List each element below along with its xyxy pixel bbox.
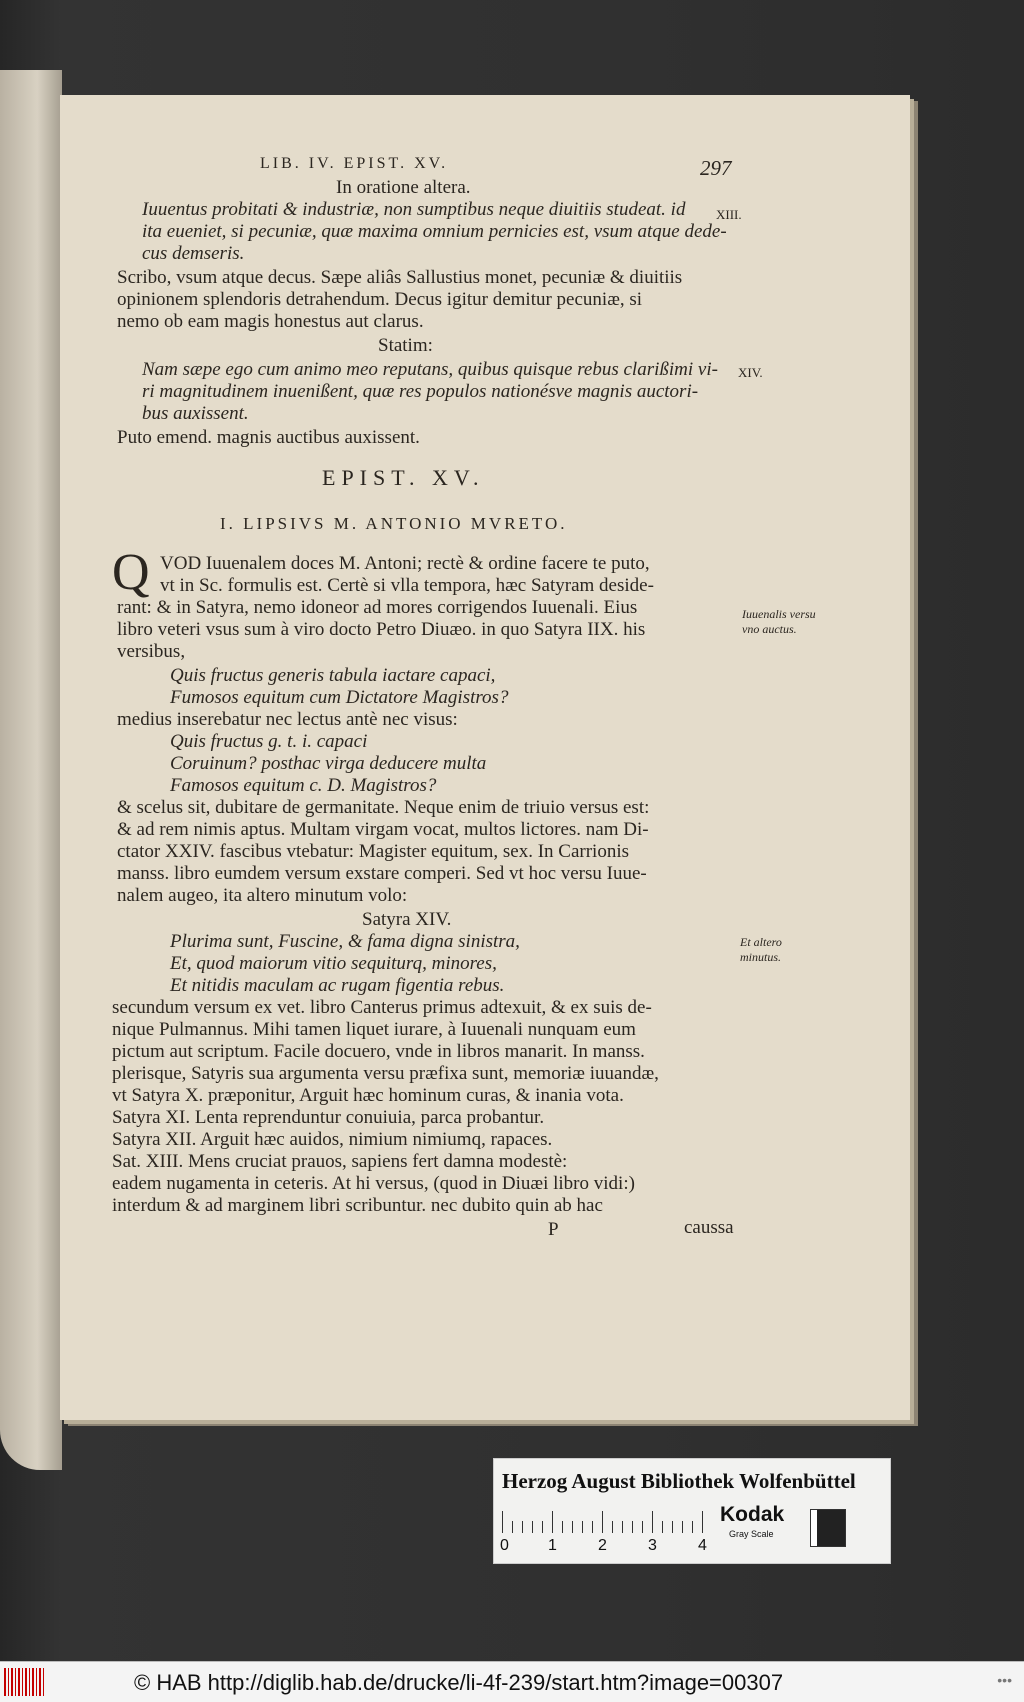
text-line: rant: & in Satyra, nemo idoneor ad mores corrigendos Iuuenali. Eius — [117, 597, 638, 618]
scale-numbers — [502, 1537, 752, 1557]
text-line: vt Satyra X. præponitur, Arguit hæc hominum curas, & inania vota. — [112, 1085, 624, 1106]
scale-number: 0 — [500, 1537, 509, 1554]
margin-note: XIII. — [716, 207, 742, 222]
verse-line: Plurima sunt, Fuscine, & fama digna sinistra, — [170, 931, 520, 952]
text-line: versibus, — [117, 641, 186, 662]
text-line: Puto emend. magnis auctibus auxissent. — [117, 427, 420, 448]
verse-line: Et nitidis maculam ac rugam figentia rebus. — [170, 975, 505, 996]
margin-note: Et altero minutus. — [740, 935, 782, 964]
text-line: vt in Sc. formulis est. Certè si vlla tempora, hæc Satyram deside- — [160, 575, 654, 596]
drop-capital: Q — [112, 544, 150, 601]
verse-line: Et, quod maiorum vitio sequiturq, minores, — [170, 953, 497, 974]
page-text — [60, 95, 910, 1420]
verse-line: Coruinum? posthac virga deducere multa — [170, 753, 487, 774]
text-line: Satyra XI. Lenta reprenduntur conuiuia, parca probantur. — [112, 1107, 545, 1128]
verse-line: Fumosos equitum cum Dictatore Magistros? — [170, 687, 509, 708]
copyright-url[interactable]: © HAB http://diglib.hab.de/drucke/li-4f-239/start.htm?image=00307 — [134, 1670, 784, 1695]
text-line: plerisque, Satyris sua argumenta versu præfixa sunt, memoriæ iuuandæ, — [112, 1063, 659, 1084]
text-line: Sat. XIII. Mens cruciat prauos, sapiens fert damna modestè: — [112, 1151, 568, 1172]
text-line: Scribo, vsum atque decus. Sæpe aliâs Sallustius monet, pecuniæ & diuitiis — [117, 267, 683, 288]
gray-scale-label: Gray Scale — [729, 1529, 774, 1539]
text-line: VOD Iuuenalem doces M. Antoni; rectè & ordine facere te puto, — [160, 553, 650, 574]
scale-number: 1 — [548, 1537, 557, 1554]
library-name: Herzog August Bibliothek Wolfenbüttel — [502, 1469, 856, 1493]
margin-note: XIV. — [738, 365, 763, 380]
viewer-footer — [0, 1661, 1024, 1702]
text-line: ctator XXIV. fascibus vtebatur: Magister equitum, sex. In Carrionis — [117, 841, 630, 862]
text-line: Satyra XIV. — [362, 909, 452, 930]
text-line: medius inserebatur nec lectus antè nec visus: — [117, 709, 458, 730]
kodak-logo: Kodak — [720, 1503, 785, 1526]
text-line: ri magnitudinem inuenißent, quæ res populos nationésve magnis auctori- — [142, 381, 699, 402]
archive-label — [493, 1458, 891, 1564]
running-header: LIB. IV. EPIST. XV. — [260, 155, 449, 172]
epistle-heading: EPIST. XV. — [322, 465, 485, 490]
epistle-address: I. LIPSIVS M. ANTONIO MVRETO. — [220, 514, 568, 533]
gray-swatch — [810, 1509, 846, 1547]
text-line: eadem nugamenta in ceteris. At hi versus, (quod in Diuæi libro vidi:) — [112, 1173, 635, 1194]
hab-logo-icon — [4, 1668, 44, 1696]
catchword: caussa — [684, 1217, 734, 1238]
text-line: & ad rem nimis aptus. Multam virgam vocat, multos lictores. nam Di- — [117, 819, 649, 840]
scale-number: 4 — [698, 1537, 707, 1554]
text-line: & scelus sit, dubitare de germanitate. Neque enim de triuio versus est: — [117, 797, 650, 818]
text-line: Iuuentus probitati & industriæ, non sumptibus neque diuitiis studeat. id — [142, 199, 686, 220]
book-spine — [0, 70, 62, 1470]
text-line: cus demseris. — [142, 243, 245, 264]
text-line: ita eueniet, si pecuniæ, quæ maxima omnium pernicies est, vsum atque dede- — [142, 221, 727, 242]
margin-note: Iuuenalis versu vno auctus. — [742, 607, 816, 636]
gray-scale-ruler — [502, 1511, 742, 1533]
text-line: pictum aut scriptum. Facile docuero, vnde in libros manarit. In manss. — [112, 1041, 645, 1062]
text-line: nalem augeo, ita altero minutum volo: — [117, 885, 408, 906]
text-line: nique Pulmannus. Mihi tamen liquet iurare, à Iuuenali nunquam eum — [112, 1019, 636, 1040]
scale-number: 2 — [598, 1537, 607, 1554]
text-line: Statim: — [378, 335, 433, 356]
text-line: In oratione altera. — [336, 177, 471, 198]
verse-line: Famosos equitum c. D. Magistros? — [170, 775, 437, 796]
text-line: libro veteri vsus sum à viro docto Petro Diuæo. in quo Satyra IIX. his — [117, 619, 646, 640]
page-number: 297 — [700, 156, 732, 180]
text-line: opinionem splendoris detrahendum. Decus igitur demitur pecuniæ, si — [117, 289, 643, 310]
verse-line: Quis fructus g. t. i. capaci — [170, 731, 368, 752]
text-line: manss. libro eumdem versum exstare comperi. Sed vt hoc versu Iuue- — [117, 863, 647, 884]
text-line: Nam sæpe ego cum animo meo reputans, quibus quisque rebus clarißimi vi- — [142, 359, 718, 380]
scale-number: 3 — [648, 1537, 657, 1554]
text-line: secundum versum ex vet. libro Canterus primus adtexuit, & ex suis de- — [112, 997, 652, 1018]
text-line: Satyra XII. Arguit hæc auidos, nimium nimiumq, rapaces. — [112, 1129, 553, 1150]
more-icon[interactable]: ••• — [997, 1672, 1012, 1688]
signature-mark: P — [548, 1219, 559, 1240]
text-line: interdum & ad marginem libri scribuntur. nec dubito quin ab hac — [112, 1195, 603, 1216]
book-page — [60, 95, 910, 1420]
verse-line: Quis fructus generis tabula iactare capaci, — [170, 665, 496, 686]
text-line: nemo ob eam magis honestus aut clarus. — [117, 311, 424, 332]
text-line: bus auxissent. — [142, 403, 249, 424]
